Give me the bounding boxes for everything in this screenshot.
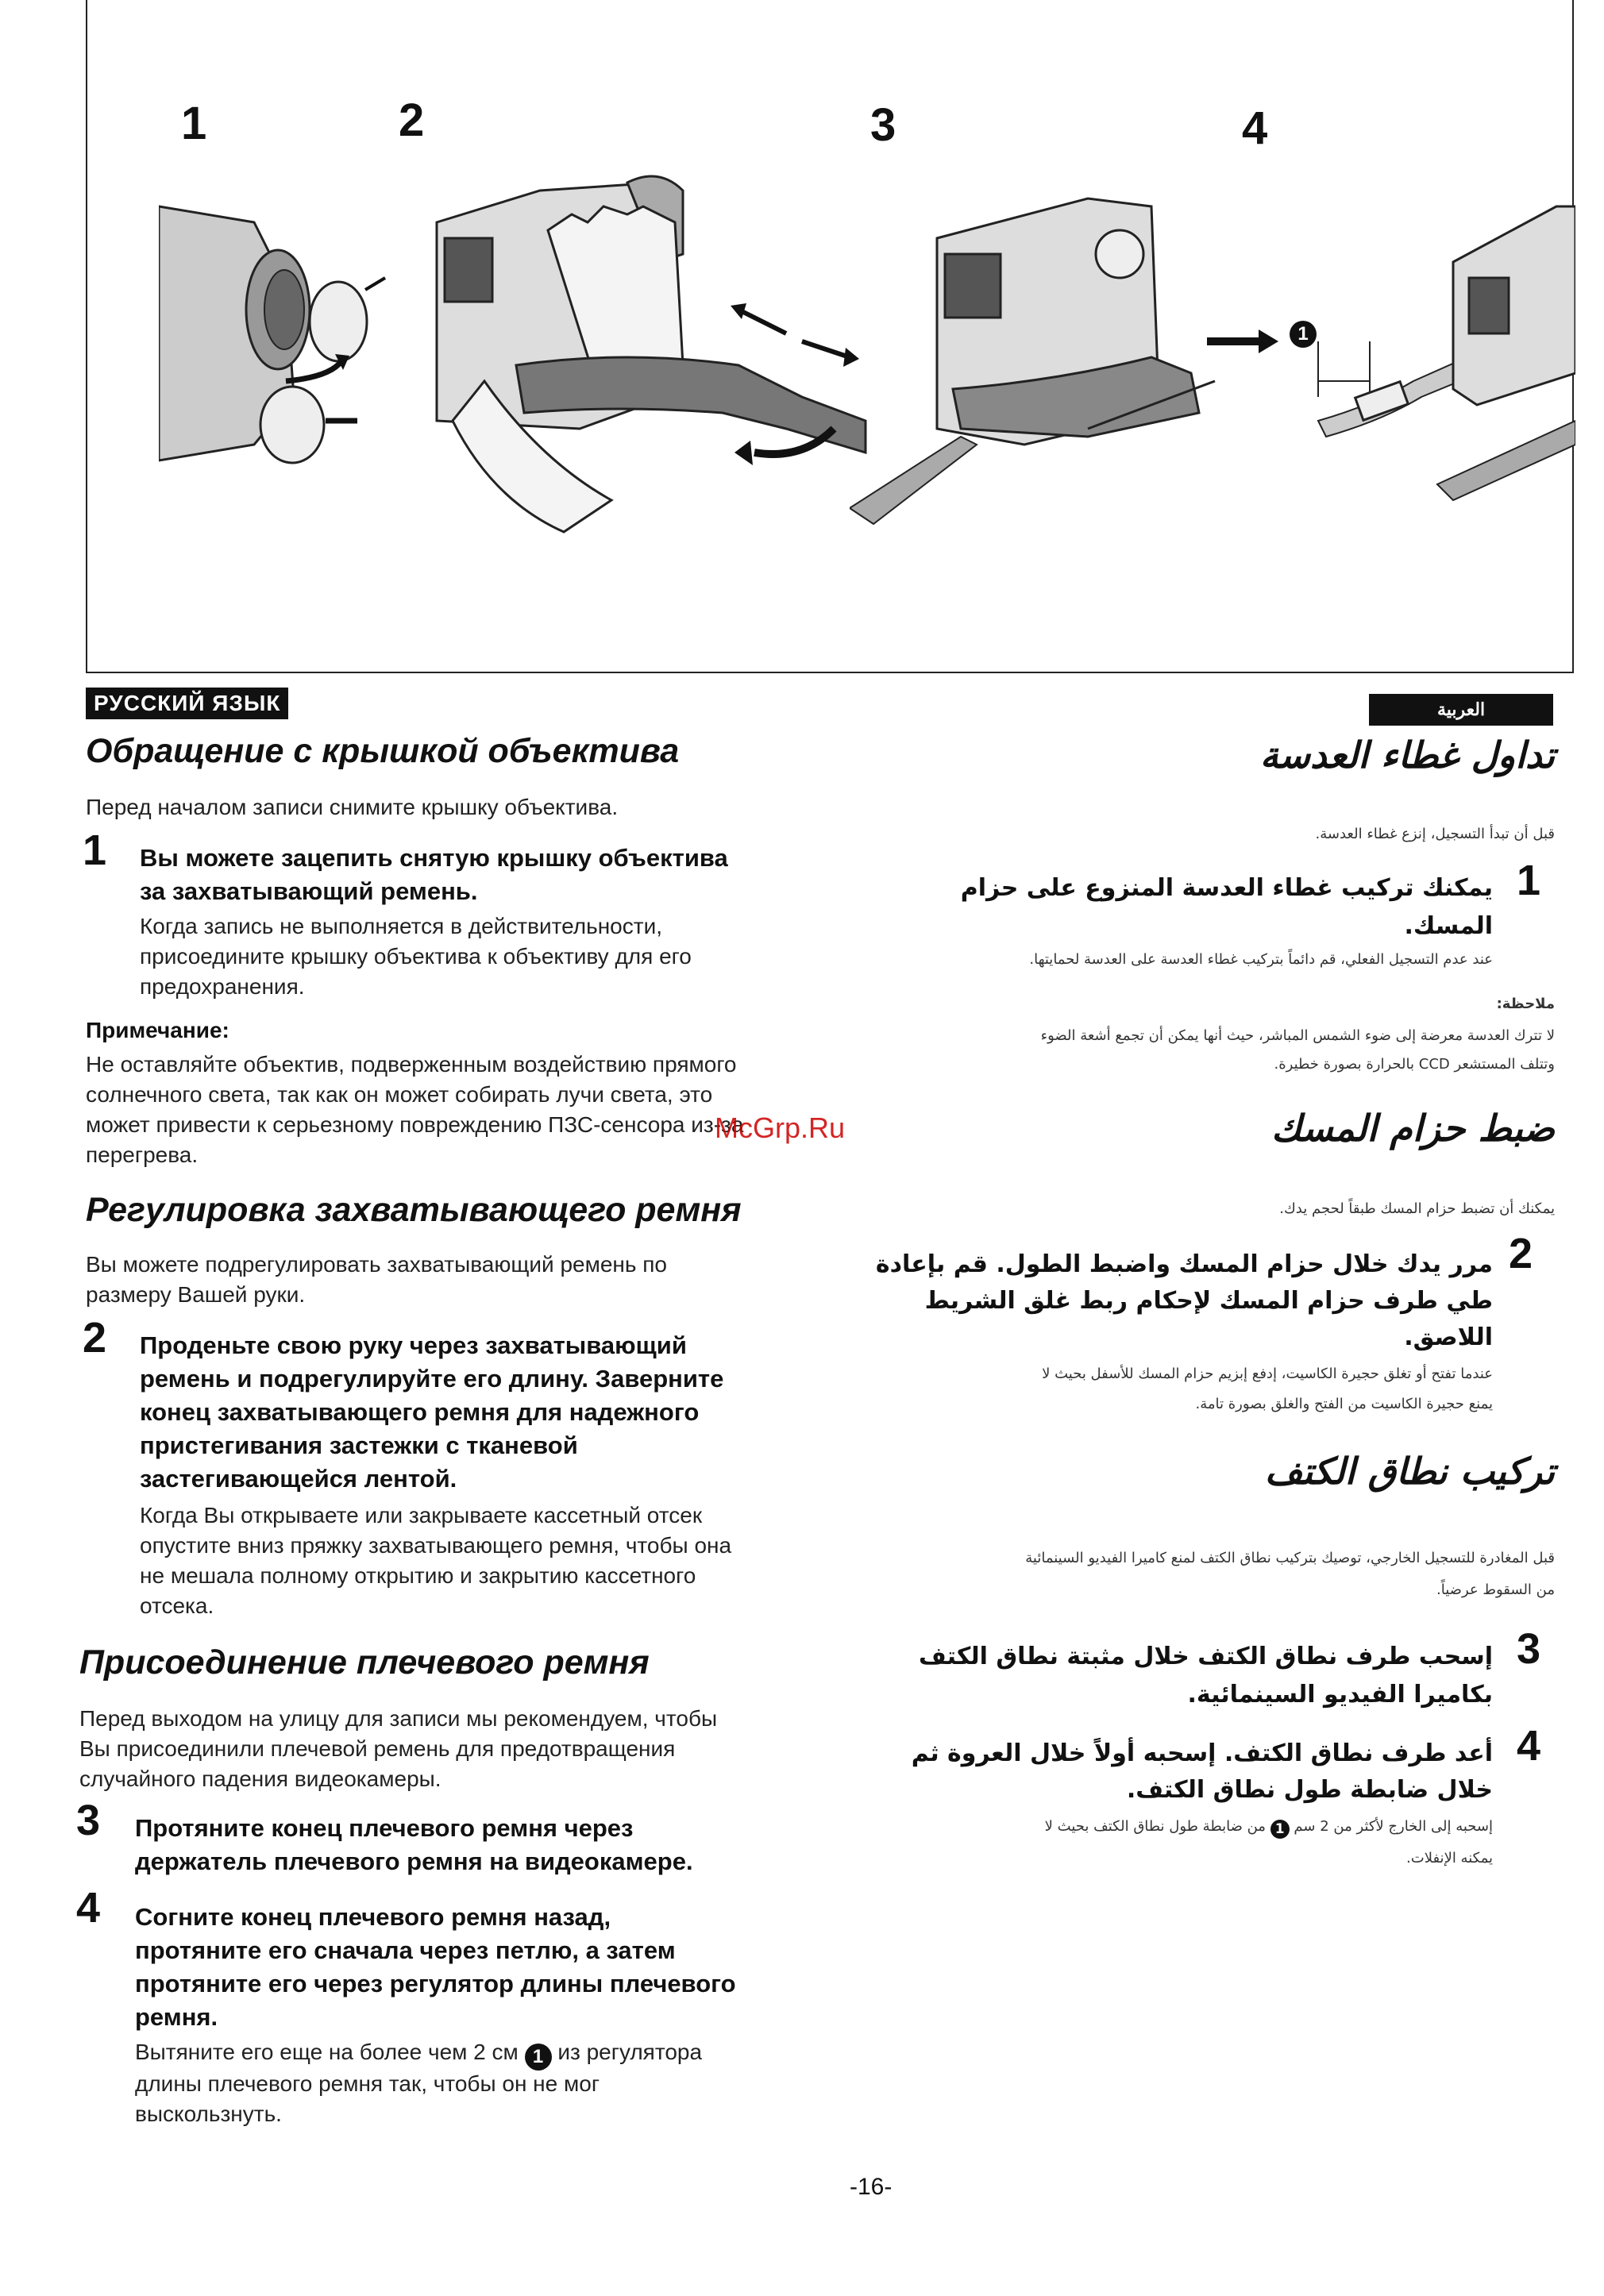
ru-note-line-4: перегрева.	[86, 1142, 199, 1167]
ru-step-4-text-1	[135, 2037, 702, 2071]
ru-step-2-line-4: пристегивания застежки с тканевой	[140, 1431, 578, 1459]
figure-step-3: 3	[870, 99, 896, 151]
ar-note-line-1: لا تترك العدسة معرضة إلى ضوء الشمس المباشر، حيث أنها يمكن أن تجمع أشعة الضوء	[1040, 1027, 1555, 1044]
ar-step-4-text-1b: من ضابطة طول نطاق الكتف بحيث لا	[1044, 1818, 1266, 1835]
ar-step-1-number: 1	[1517, 857, 1541, 904]
ar-step-3-line-2: بكاميرا الفيديو السينمائية.	[1187, 1681, 1493, 1709]
figure-step-2: 2	[399, 94, 425, 146]
ar-step-4-line-2: خلال ضابطة طول نطاق الكتف.	[1126, 1776, 1493, 1804]
ar-step-2-number: 2	[1509, 1230, 1533, 1277]
russian-language-tag: РУССКИЙ ЯЗЫК	[86, 688, 288, 719]
ar-step-4-number: 4	[1517, 1722, 1541, 1770]
ru-heading-grip-belt: Регулировка захватывающего ремня	[86, 1191, 742, 1229]
ru-shoulder-intro-1: Перед выходом на улицу для записи мы рекомендуем, чтобы	[79, 1706, 718, 1731]
ru-step-2-text-1: Когда Вы открываете или закрываете кассетный отсек	[140, 1503, 703, 1527]
ar-step-3-number: 3	[1517, 1625, 1541, 1673]
ru-shoulder-intro-2: Вы присоединили плечевой ремень для предотвращения	[79, 1736, 676, 1761]
ar-marker-1: 1	[1270, 1820, 1290, 1839]
ar-step-2-line-1: مرر يدك خلال حزام المسك واضبط الطول. قم بإعادة	[875, 1250, 1493, 1278]
ru-step-2-line-3: конец захватывающего ремня для надежного	[140, 1398, 700, 1426]
figure-step-4: 4	[1242, 102, 1268, 154]
ar-step-4-text-1a: إسحبه إلى الخارج لأكثر من 2 سم	[1294, 1818, 1493, 1835]
ar-heading-lens-cap: تداول غطاء العدسة	[1259, 734, 1555, 776]
ar-lens-cap-intro: قبل أن تبدأ التسجيل، إنزع غطاء العدسة.	[1315, 826, 1555, 842]
ar-grip-intro: يمكنك أن تضبط حزام المسك طبقاً لحجم يدك.	[1279, 1200, 1555, 1217]
ar-step-4-text-2: يمكنه الإنفلات.	[1406, 1850, 1493, 1866]
ar-note-line-2: وتتلف المستشعر CCD بالحرارة بصورة خطيرة.	[1274, 1056, 1555, 1073]
ru-step-1-text-3: предохранения.	[140, 974, 305, 999]
ru-step-2-line-1: Проденьте свою руку через захватывающий	[140, 1331, 687, 1359]
ru-step-2-line-2: ремень и подрегулируйте его длину. Заверните	[140, 1365, 724, 1393]
ru-step-1-text-1: Когда запись не выполняется в действительности,	[140, 914, 662, 938]
ru-step-3-line-2: держатель плечевого ремня на видеокамере.	[135, 1847, 693, 1875]
ru-note-title: Примечание:	[86, 1018, 229, 1042]
ar-step-1-line-2: المسك.	[1404, 912, 1493, 940]
ru-step-2-text-3: не мешала полному открытию и закрытию кассетного	[140, 1563, 696, 1588]
ar-heading-shoulder-strap: تركيب نطاق الكتف	[1264, 1450, 1555, 1493]
watermark: McGrp.Ru	[715, 1111, 846, 1144]
ar-shoulder-intro-1: قبل المغادرة للتسجيل الخارجي، توصيك بتركيب نطاق الكتف لمنع كاميرا الفيديو السينمائية	[1025, 1550, 1555, 1566]
ru-heading-shoulder-strap: Присоединение плечевого ремня	[79, 1643, 650, 1682]
ar-shoulder-intro-2: من السقوط عرضياً.	[1436, 1581, 1555, 1598]
ar-step-4-text-1	[1045, 1815, 1493, 1839]
ru-lens-cap-intro: Перед началом записи снимите крышку объектива.	[86, 795, 619, 819]
ar-step-1-line-1: يمكنك تركيب غطاء العدسة المنزوع على حزام	[960, 874, 1493, 902]
ru-step-4-line-4: ремня.	[135, 2003, 218, 2031]
page-number: -16-	[850, 2174, 893, 2200]
ru-step-1-line-1: Вы можете зацепить снятую крышку объектива	[140, 844, 728, 872]
ru-step-1-line-2: за захватывающий ремень.	[140, 877, 478, 905]
ru-step-3-number: 3	[76, 1797, 101, 1844]
arabic-language-tag: العربية	[1369, 694, 1553, 726]
ru-step-4-line-1: Согните конец плечевого ремня назад,	[135, 1903, 611, 1931]
ru-grip-intro-2: размеру Вашей руки.	[86, 1282, 306, 1307]
marker-1: 1	[1290, 321, 1317, 348]
ru-shoulder-intro-3: случайного падения видеокамеры.	[79, 1766, 441, 1791]
ru-step-4-line-3: протяните его через регулятор длины плечевого	[135, 1970, 736, 1997]
lens-cap-illustration	[159, 191, 397, 492]
strap-loop-illustration	[1294, 183, 1575, 532]
ru-step-4-text-2: длины плечевого ремня так, чтобы он не мог	[135, 2071, 600, 2096]
ru-step-4-text-1b: из регулятора	[557, 2040, 703, 2064]
shoulder-strap-holder-illustration	[850, 175, 1342, 540]
ar-step-1-text: عند عدم التسجيل الفعلي، قم دائماً بتركيب غطاء العدسة على العدسة لحمايتها.	[1029, 951, 1493, 968]
ar-note-title: ملاحظة:	[1496, 996, 1555, 1012]
ru-step-1-text-2: присоедините крышку объектива к объективу для его	[140, 944, 692, 969]
ru-step-3-line-1: Протяните конец плечевого ремня через	[135, 1814, 634, 1842]
ru-heading-lens-cap: Обращение с крышкой объектива	[86, 732, 680, 770]
ru-marker-1: 1	[525, 2044, 552, 2071]
ru-grip-intro-1: Вы можете подрегулировать захватывающий ремень по	[86, 1252, 667, 1277]
figure-step-1: 1	[181, 98, 207, 149]
ar-step-2-text-2: يمنع حجيرة الكاسيت من الفتح والغلق بصورة تامة.	[1195, 1396, 1493, 1412]
ru-step-4-text-3: выскользнуть.	[135, 2101, 282, 2126]
ar-heading-grip-belt: ضبط حزام المسك	[1271, 1107, 1555, 1150]
ru-step-4-text-1a: Вытяните его еще на более чем 2 см	[135, 2040, 519, 2064]
ru-step-2-text-2: опустите вниз пряжку захватывающего ремня, чтобы она	[140, 1533, 732, 1558]
ru-step-4-number: 4	[76, 1884, 101, 1932]
illustration-frame	[86, 0, 1574, 673]
ru-step-4-line-2: протяните его сначала через петлю, а затем	[135, 1936, 676, 1964]
ru-step-2-line-5: застегивающейся лентой.	[140, 1465, 457, 1493]
ru-step-2-number: 2	[83, 1314, 107, 1362]
ru-step-2-text-4: отсека.	[140, 1593, 214, 1618]
ru-note-line-2: солнечного света, так как он может собирать лучи света, это	[86, 1082, 713, 1107]
ru-note-line-3: может привести к серьезному повреждению ПЗС-сенсора из-за	[86, 1112, 744, 1137]
ar-step-3-line-1: إسحب طرف نطاق الكتف خلال مثبتة نطاق الكتف	[918, 1643, 1493, 1670]
ar-step-2-line-2: طي طرف حزام المسك لإحكام ربط غلق الشريط	[924, 1287, 1493, 1315]
ar-step-2-text-1: عندما تفتح أو تغلق حجيرة الكاسيت، إدفع إبزيم حزام المسك للأسفل بحيث لا	[1042, 1366, 1493, 1382]
ar-step-4-line-1: أعد طرف نطاق الكتف. إسحبه أولاً خلال العروة ثم	[911, 1739, 1493, 1767]
ru-step-1-number: 1	[83, 826, 107, 874]
ru-note-line-1: Не оставляйте объектив, подверженным воздействию прямого	[86, 1052, 737, 1077]
ar-step-2-line-3: اللاصق.	[1404, 1323, 1493, 1351]
